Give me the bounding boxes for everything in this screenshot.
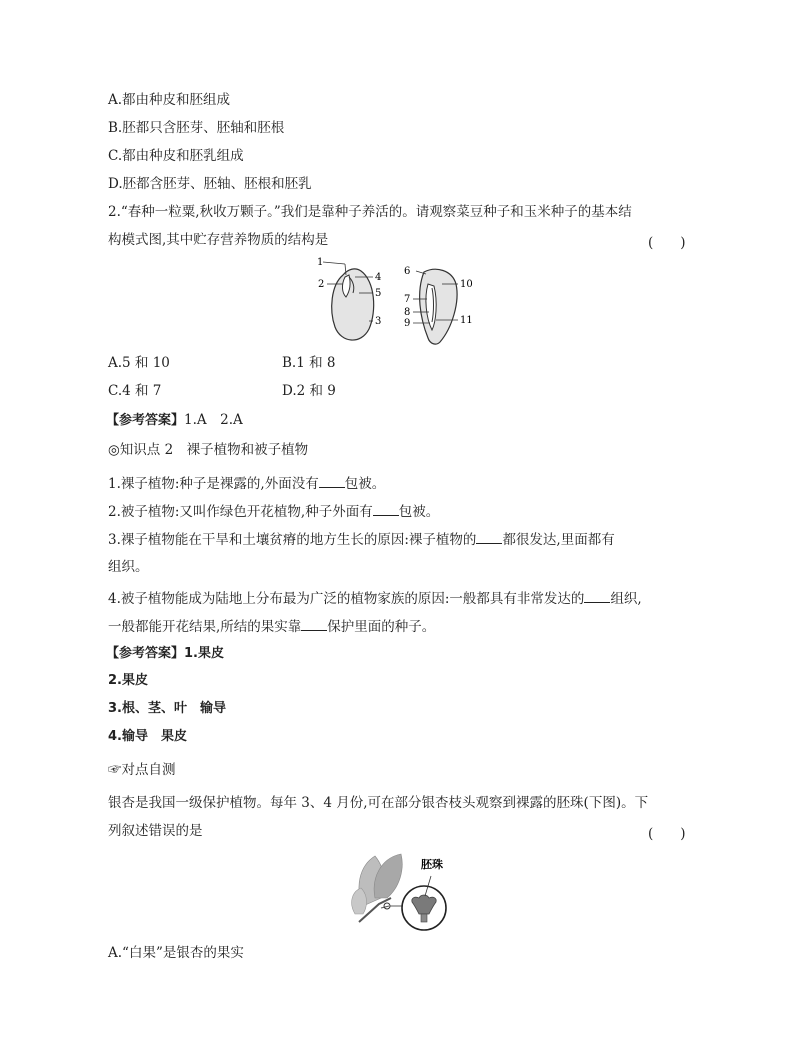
ginkgo-ovule-figure — [345, 848, 455, 932]
kp2-item-4 — [108, 589, 642, 608]
kp2-item-4-mid: 组织, — [610, 591, 642, 607]
fill-blank — [301, 617, 327, 631]
fill-blank — [476, 530, 502, 544]
kp2-item-3-cont: 组织。 — [108, 559, 149, 575]
bean-label-1: 1 — [317, 257, 324, 268]
corn-label-7: 7 — [404, 294, 411, 305]
q2-option-a: A.5 和 10 — [108, 355, 170, 371]
ginkgo-leaf — [352, 888, 367, 914]
self-test-answer-paren: ( ) — [648, 826, 686, 842]
fill-blank — [373, 502, 399, 516]
answer-block-1 — [106, 411, 243, 430]
ovule-label: 胚珠 — [421, 858, 443, 871]
answer-text: 1.A 2.A — [184, 412, 243, 428]
q1-option-d: D.胚都含胚芽、胚轴、胚根和胚乳 — [108, 176, 312, 192]
bean-seed-diagram — [315, 255, 395, 347]
bean-seed-coat — [332, 269, 374, 340]
kp2-item-1 — [108, 474, 385, 493]
answer-label: 【参考答案】 — [106, 646, 185, 661]
answer-block-2 — [106, 644, 224, 663]
answer-label: 【参考答案】 — [106, 413, 185, 428]
kp2-item-4-text: 4.被子植物能成为陆地上分布最为广泛的植物家族的原因:一般都具有非常发达的 — [108, 591, 585, 607]
q2-stem-line2: 构模式图,其中贮存营养物质的结构是 — [108, 232, 329, 248]
q1-option-c: C.都由种皮和胚乳组成 — [108, 148, 244, 164]
kp2-item-2 — [108, 502, 439, 521]
corn-label-6: 6 — [404, 266, 411, 277]
kp2-item-2-tail: 包被。 — [398, 504, 440, 520]
self-test-title: ☞对点自测 — [108, 762, 176, 778]
q1-option-b: B.胚都只含胚芽、胚轴和胚根 — [108, 120, 285, 136]
section-title-kp2: ◎知识点 2 裸子植物和被子植物 — [108, 442, 309, 458]
answer-2-item-3: 3.根、茎、叶 输导 — [108, 701, 226, 716]
kp2-item-4-cont-text: 一般都能开花结果,所结的果实靠 — [108, 619, 302, 635]
self-test-option-a: A.“白果”是银杏的果实 — [108, 945, 244, 961]
q2-option-b: B.1 和 8 — [282, 355, 336, 371]
corn-label-11: 11 — [460, 315, 473, 326]
q1-option-a: A.都由种皮和胚组成 — [108, 92, 231, 108]
q2-option-c: C.4 和 7 — [108, 383, 162, 399]
q2-stem-line1: 2.“春种一粒粟,秋收万颗子。”我们是靠种子养活的。请观察菜豆种子和玉米种子的基本结 — [108, 204, 632, 220]
bean-label-2: 2 — [318, 279, 325, 290]
bean-label-5: 5 — [375, 288, 382, 299]
self-test-stem-line2: 列叙述错误的是 — [108, 823, 203, 839]
kp2-item-3-text: 3.裸子植物能在干旱和土壤贫瘠的地方生长的原因:裸子植物的 — [108, 532, 477, 548]
kp2-item-3-mid: 都很发达,里面都有 — [502, 532, 615, 548]
kp2-item-4-cont — [108, 617, 435, 636]
bean-label-3: 3 — [375, 316, 382, 327]
corn-label-8: 8 — [404, 307, 411, 318]
answer-text: 1.果皮 — [184, 646, 224, 661]
q2-option-d: D.2 和 9 — [282, 383, 336, 399]
kp2-item-1-text: 1.裸子植物:种子是裸露的,外面没有 — [108, 476, 319, 492]
corn-label-10: 10 — [460, 279, 473, 290]
kp2-item-2-text: 2.被子植物:又叫作绿色开花植物,种子外面有 — [108, 504, 373, 520]
corn-label-9: 9 — [404, 318, 411, 329]
fill-blank — [584, 589, 610, 603]
fill-blank — [319, 474, 345, 488]
corn-seed-diagram — [402, 262, 482, 350]
corn-pericarp — [420, 269, 457, 344]
answer-2-item-2: 2.果皮 — [108, 673, 148, 688]
q2-answer-paren: ( ) — [648, 235, 686, 251]
kp2-item-1-tail: 包被。 — [344, 476, 386, 492]
bean-label-4: 4 — [375, 272, 382, 283]
kp2-item-3 — [108, 530, 615, 549]
self-test-stem-line1: 银杏是我国一级保护植物。每年 3、4 月份,可在部分银杏枝头观察到裸露的胚珠(下图)。下 — [108, 795, 649, 811]
answer-2-item-4: 4.输导 果皮 — [108, 729, 187, 744]
kp2-item-4-tail: 保护里面的种子。 — [327, 619, 436, 635]
